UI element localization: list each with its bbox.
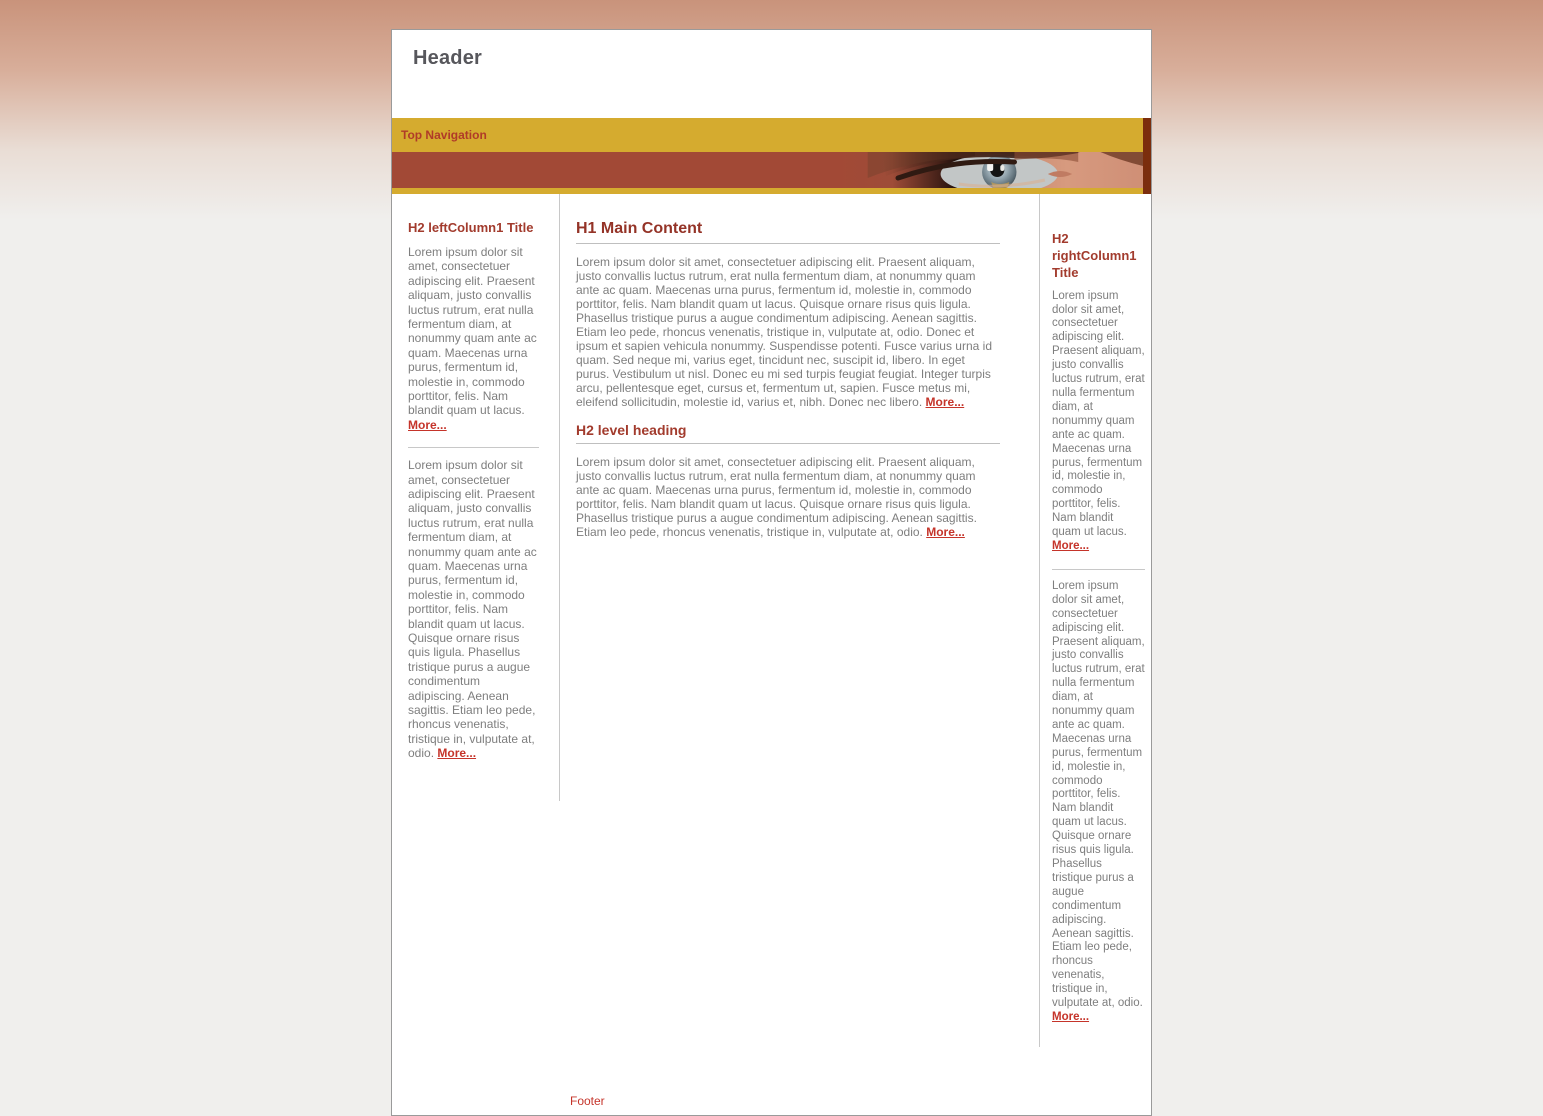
more-link[interactable]: More... — [437, 746, 477, 761]
paragraph-text: Lorem ipsum dolor sit amet, consectetuer adipiscing elit. Praesent aliquam, justo convallis luctus rutrum, erat nulla fermentum diam, at nonummy quam ante ac quam. Maecenas urna purus, fermentum id, molestie in, commodo porttitor, felis. Nam blandit quam ut lacus. Quisque ornare risus quis ligula. Phasellus tristique purus a augue condimentum adipiscing. Aenean sagittis. Etiam leo pede, rhoncus venenatis, tristique in, vulputate at, odio. — [1052, 579, 1145, 1010]
header — [392, 30, 1151, 118]
right-column-paragraph — [1052, 290, 1145, 554]
footer — [392, 1047, 1151, 1115]
more-link[interactable]: More... — [408, 417, 447, 432]
left-column-paragraph — [408, 245, 539, 432]
paragraph-text: Lorem ipsum dolor sit amet, consectetuer adipiscing elit. Praesent aliquam, justo convallis luctus rutrum, erat nulla fermentum diam, at nonummy quam ante ac quam. Maecenas urna purus, fermentum id, molestie in, commodo porttitor, felis. Nam blandit quam ut lacus. — [408, 244, 537, 418]
left-column — [392, 194, 560, 801]
right-column — [1039, 194, 1149, 1047]
left-column-title: H2 leftColumn1 Title — [408, 220, 534, 235]
main-content-title: H1 Main Content — [576, 220, 1000, 244]
top-navigation-link[interactable]: Top Navigation — [401, 128, 487, 142]
page-container — [391, 29, 1152, 1116]
more-link[interactable]: More... — [925, 395, 965, 409]
banner-wrapper — [392, 118, 1151, 194]
more-link[interactable]: More... — [1052, 1010, 1090, 1023]
page-title: Header — [413, 47, 483, 69]
paragraph-text: Lorem ipsum dolor sit amet, consectetuer adipiscing elit. Praesent aliquam, justo convallis luctus rutrum, erat nulla fermentum diam, at nonummy quam ante ac quam. Maecenas urna purus, fermentum id, molestie in, commodo porttitor, felis. Nam blandit quam ut lacus. Quisque ornare risus quis ligula. Phasellus tristique purus a augue condimentum adipiscing. Aenean sagittis. Etiam leo pede, rhoncus venenatis, tristique in, vulputate at, odio. — [408, 458, 537, 761]
main-paragraph — [576, 255, 1000, 409]
more-link[interactable]: More... — [926, 525, 965, 539]
footer-label: Footer — [570, 1093, 605, 1108]
paragraph-text: Lorem ipsum dolor sit amet, consectetuer adipiscing elit. Praesent aliquam, justo convallis luctus rutrum, erat nulla fermentum diam, at nonummy quam ante ac quam. Maecenas urna purus, fermentum id, molestie in, commodo porttitor, felis. Nam blandit quam ut lacus. — [1052, 289, 1145, 539]
paragraph-text: Lorem ipsum dolor sit amet, consectetuer adipiscing elit. Praesent aliquam, justo convallis luctus rutrum, erat nulla fermentum diam, at nonummy quam ante ac quam. Maecenas urna purus, fermentum id, molestie in, commodo porttitor, felis. Nam blandit quam ut lacus. Quisque ornare risus quis ligula. Phasellus tristique purus a augue condimentum adipiscing. Aenean sagittis. Etiam leo pede, rhoncus venenatis, tristique in, vulputate at, odio. — [576, 455, 977, 539]
main-content — [560, 194, 1039, 569]
main-paragraph — [576, 455, 1000, 539]
main-subheading: H2 level heading — [576, 422, 1000, 444]
content-columns — [392, 194, 1151, 1047]
right-column-title: H2 rightColumn1 Title — [1052, 231, 1137, 280]
paragraph-text: Lorem ipsum dolor sit amet, consectetuer adipiscing elit. Praesent aliquam, justo convallis luctus rutrum, erat nulla fermentum diam, at nonummy quam ante ac quam. Maecenas urna purus, fermentum id, molestie in, commodo porttitor, felis. Nam blandit quam ut lacus. Quisque ornare risus quis ligula. Phasellus tristique purus a augue condimentum adipiscing. Aenean sagittis. Etiam leo pede, rhoncus venenatis, tristique in, vulputate at, odio. Donec et ipsum et sapien vehicula nonummy. Suspendisse potenti. Fusce varius urna id quam. Sed neque mi, varius eget, tincidunt nec, suscipit id, libero. In eget purus. Vestibulum ut nisl. Donec eu mi sed turpis feugiat feugiat. Integer turpis arcu, pellentesque eget, cursus et, fermentum ut, sapien. Fusce metus mi, eleifend sollicitudin, molestie id, varius et, nibh. Donec nec libero. — [576, 255, 992, 409]
banner-image — [392, 152, 1143, 188]
top-navigation-bar — [392, 118, 1143, 152]
right-column-paragraph — [1052, 569, 1145, 1025]
eye-photo — [392, 152, 1143, 188]
more-link[interactable]: More... — [1052, 539, 1090, 552]
left-column-paragraph — [408, 447, 539, 761]
